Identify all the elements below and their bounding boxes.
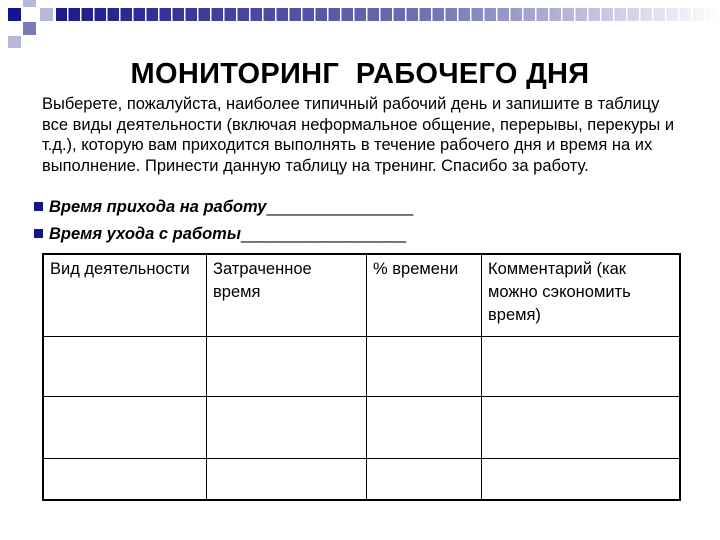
table-row [43, 337, 680, 397]
table-cell[interactable] [43, 337, 207, 397]
arrival-time-label: Время прихода на работу [49, 198, 267, 216]
header-percent-time: % времени [367, 254, 482, 337]
departure-time-field [34, 221, 413, 248]
table-cell[interactable] [482, 337, 681, 397]
activity-log-table [42, 253, 681, 501]
header-time-spent: Затраченное время [207, 254, 367, 337]
arrival-time-blank[interactable]: ________________ [266, 198, 414, 216]
departure-time-label: Время ухода с работы [49, 225, 241, 243]
corner-squares [8, 0, 53, 48]
table-header-row [43, 254, 680, 337]
table-row [43, 459, 680, 501]
table-cell[interactable] [482, 397, 681, 459]
table-cell[interactable] [207, 459, 367, 501]
arrival-time-field [34, 194, 413, 221]
instructions-text: Выберете, пожалуйста, наиболее типичный рабочий день и запишите в таблицу все виды деятельности (включая неформальное общение, перерывы, перекуры и т.д.), которую вам приходится выполнять в течение рабочего дня и время на их выполнение. Принести данную таблицу на тренинг. Спасибо за работу. [42, 95, 675, 175]
table-cell[interactable] [367, 397, 482, 459]
table-cell[interactable] [367, 337, 482, 397]
table-cell[interactable] [43, 459, 207, 501]
table-row [43, 397, 680, 459]
departure-time-blank[interactable]: __________________ [240, 225, 407, 243]
gradient-strip [56, 8, 720, 21]
page-title: МОНИТОРИНГ РАБОЧЕГО ДНЯ [130, 58, 590, 90]
header-activity: Вид деятельности [43, 254, 207, 337]
header-comment: Комментарий (как можно сэкономить время) [482, 254, 681, 337]
bullet-square-icon [34, 229, 43, 238]
table-cell[interactable] [207, 397, 367, 459]
bullet-square-icon [34, 202, 43, 211]
time-fields-list [34, 194, 413, 248]
decorative-header-squares [0, 0, 720, 48]
table-cell[interactable] [482, 459, 681, 501]
table-cell[interactable] [43, 397, 207, 459]
table-cell[interactable] [207, 337, 367, 397]
table-cell[interactable] [367, 459, 482, 501]
